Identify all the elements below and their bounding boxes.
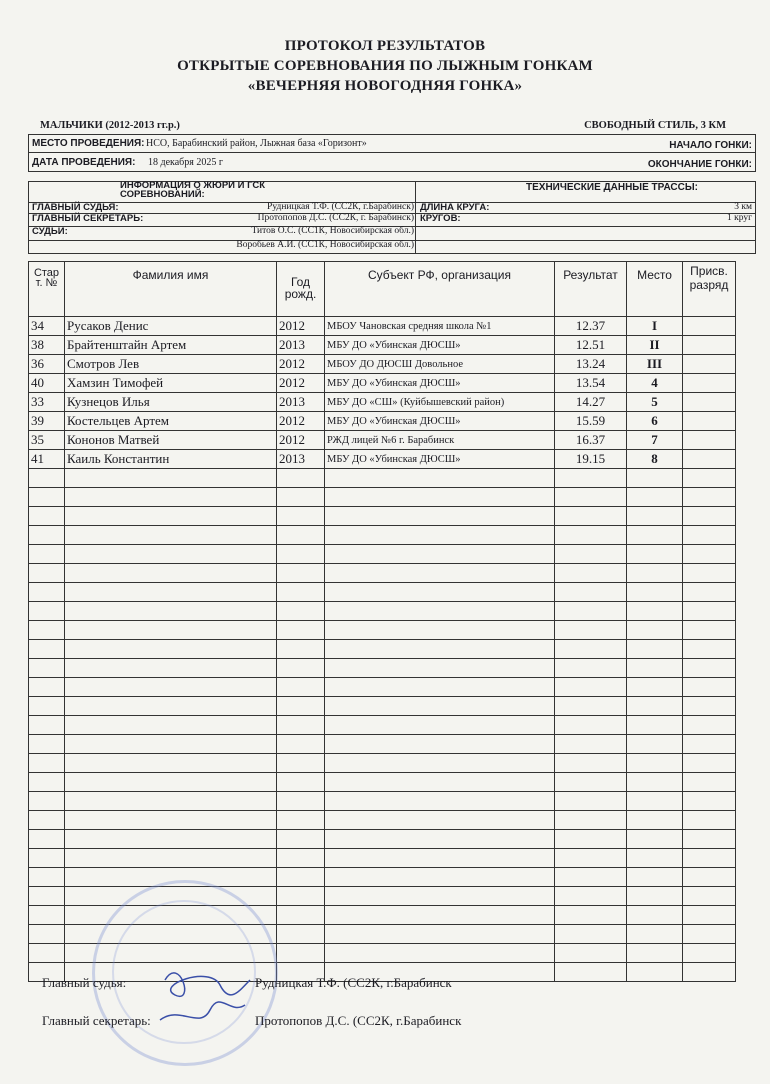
table-row — [29, 393, 736, 412]
header-name: Фамилия имя — [65, 262, 277, 317]
table-row — [29, 355, 736, 374]
cell-place: I — [627, 317, 683, 336]
track-title: ТЕХНИЧЕСКИЕ ДАННЫЕ ТРАССЫ: — [526, 182, 698, 193]
cell-year: 2012 — [277, 355, 325, 374]
cell-result: 13.54 — [555, 374, 627, 393]
cell-name: Смотров Лев — [65, 355, 277, 374]
empty-row — [29, 716, 736, 735]
table-row — [29, 412, 736, 431]
cell-org: РЖД лицей №6 г. Барабинск — [325, 431, 555, 450]
cell-result: 14.27 — [555, 393, 627, 412]
empty-row — [29, 469, 736, 488]
header-start: Стар т. № — [29, 262, 65, 317]
empty-row — [29, 545, 736, 564]
cell-result: 19.15 — [555, 450, 627, 469]
judges-label: СУДЬИ: — [32, 226, 68, 237]
chief-secretary-value: Протопопов Д.С. (СС2К, г. Барабинск) — [257, 213, 414, 223]
empty-row — [29, 811, 736, 830]
cell-year: 2013 — [277, 393, 325, 412]
empty-row — [29, 754, 736, 773]
cell-start: 40 — [29, 374, 65, 393]
title-line-2: ОТКРЫТЫЕ СОРЕВНОВАНИЯ ПО ЛЫЖНЫМ ГОНКАМ — [177, 58, 593, 74]
cell-start: 35 — [29, 431, 65, 450]
judge-2-value: Воробьев А.И. (СС1К, Новосибирская обл.) — [236, 240, 414, 250]
empty-row — [29, 697, 736, 716]
cell-name: Русаков Денис — [65, 317, 277, 336]
lap-length-value: 3 км — [734, 202, 752, 212]
signature-scribble — [150, 950, 260, 1030]
laps-value: 1 круг — [726, 213, 752, 223]
cell-org: МБУ ДО «Убинская ДЮСШ» — [325, 450, 555, 469]
cell-start: 33 — [29, 393, 65, 412]
cell-name: Каиль Константин — [65, 450, 277, 469]
empty-row — [29, 773, 736, 792]
chief-judge-value: Рудницкая Т.Ф. (СС2К, г.Барабинск) — [267, 202, 414, 212]
date-label: ДАТА ПРОВЕДЕНИЯ: — [32, 157, 136, 168]
title-line-3: «ВЕЧЕРНЯЯ НОВОГОДНЯЯ ГОНКА» — [247, 78, 523, 94]
cell-org: МБУ ДО «Убинская ДЮСШ» — [325, 412, 555, 431]
header-rank: Присв. разряд — [683, 262, 736, 317]
date-bar — [28, 153, 756, 172]
header-place: Место — [627, 262, 683, 317]
cell-org: МБУ ДО «Убинская ДЮСШ» — [325, 374, 555, 393]
cell-rank — [683, 336, 736, 355]
empty-row — [29, 849, 736, 868]
cell-result: 13.24 — [555, 355, 627, 374]
header-org: Субъект РФ, организация — [325, 262, 555, 317]
laps-label: КРУГОВ: — [420, 213, 461, 224]
empty-row — [29, 868, 736, 887]
empty-row — [29, 735, 736, 754]
empty-row — [29, 602, 736, 621]
chief-secretary-label: ГЛАВНЫЙ СЕКРЕТАРЬ: — [32, 213, 144, 224]
cell-org: МБОУ Чановская средняя школа №1 — [325, 317, 555, 336]
chief-secretary-sign-label: Главный секретарь: — [42, 1013, 151, 1028]
empty-row — [29, 640, 736, 659]
table-header-row — [29, 262, 736, 317]
cell-year: 2013 — [277, 450, 325, 469]
venue-label: МЕСТО ПРОВЕДЕНИЯ: — [32, 138, 145, 149]
cell-org: МБОУ ДО ДЮСШ Довольное — [325, 355, 555, 374]
cell-place: 5 — [627, 393, 683, 412]
cell-place: 6 — [627, 412, 683, 431]
cell-year: 2012 — [277, 317, 325, 336]
cell-rank — [683, 450, 736, 469]
cell-place: 4 — [627, 374, 683, 393]
cell-rank — [683, 412, 736, 431]
empty-row — [29, 659, 736, 678]
cell-place: 8 — [627, 450, 683, 469]
lap-length-label: ДЛИНА КРУГА: — [420, 202, 490, 213]
cell-name: Брайтенштайн Артем — [65, 336, 277, 355]
title-line-1: ПРОТОКОЛ РЕЗУЛЬТАТОВ — [284, 38, 486, 54]
category-label: МАЛЬЧИКИ (2012-2013 гг.р.) — [40, 120, 180, 131]
cell-year: 2012 — [277, 431, 325, 450]
empty-row — [29, 678, 736, 697]
cell-name: Хамзин Тимофей — [65, 374, 277, 393]
empty-row — [29, 621, 736, 640]
table-row — [29, 374, 736, 393]
empty-row — [29, 507, 736, 526]
start-time-label: НАЧАЛО ГОНКИ: — [669, 140, 752, 151]
end-time-label: ОКОНЧАНИЕ ГОНКИ: — [647, 159, 752, 170]
jury-title: ИНФОРМАЦИЯ О ЖЮРИ И ГСК СОРЕВНОВАНИЙ: — [120, 180, 266, 200]
cell-name: Кононов Матвей — [65, 431, 277, 450]
info-divider — [415, 181, 416, 254]
cell-rank — [683, 431, 736, 450]
cell-name: Костельцев Артем — [65, 412, 277, 431]
results-table — [28, 261, 736, 982]
cell-start: 41 — [29, 450, 65, 469]
cell-start: 34 — [29, 317, 65, 336]
empty-row — [29, 792, 736, 811]
table-row — [29, 450, 736, 469]
header-result: Результат — [555, 262, 627, 317]
judge-1-value: Титов О.С. (СС1К, Новосибирская обл.) — [251, 226, 414, 236]
table-row — [29, 317, 736, 336]
chief-judge-sign-name: Рудницкая Т.Ф. (СС2К, г.Барабинск — [255, 975, 452, 990]
chief-judge-label: ГЛАВНЫЙ СУДЬЯ: — [32, 202, 119, 213]
style-label: СВОБОДНЫЙ СТИЛЬ, 3 КМ — [584, 120, 726, 131]
header-year: Год рожд. — [277, 262, 325, 317]
cell-place: 7 — [627, 431, 683, 450]
cell-name: Кузнецов Илья — [65, 393, 277, 412]
cell-rank — [683, 374, 736, 393]
empty-row — [29, 488, 736, 507]
venue-value: НСО, Барабинский район, Лыжная база «Горизонт» — [146, 138, 367, 149]
chief-judge-sign-label: Главный судья: — [42, 975, 127, 990]
table-row — [29, 336, 736, 355]
cell-rank — [683, 355, 736, 374]
cell-start: 36 — [29, 355, 65, 374]
chief-secretary-sign-name: Протопопов Д.С. (СС2К, г.Барабинск — [255, 1013, 462, 1028]
cell-start: 39 — [29, 412, 65, 431]
cell-org: МБУ ДО «СШ» (Куйбышевский район) — [325, 393, 555, 412]
cell-place: III — [627, 355, 683, 374]
cell-start: 38 — [29, 336, 65, 355]
cell-result: 15.59 — [555, 412, 627, 431]
cell-year: 2013 — [277, 336, 325, 355]
cell-org: МБУ ДО «Убинская ДЮСШ» — [325, 336, 555, 355]
table-row — [29, 431, 736, 450]
cell-result: 12.37 — [555, 317, 627, 336]
date-value: 18 декабря 2025 г — [148, 157, 223, 168]
empty-row — [29, 526, 736, 545]
cell-place: II — [627, 336, 683, 355]
cell-result: 16.37 — [555, 431, 627, 450]
empty-row — [29, 564, 736, 583]
cell-result: 12.51 — [555, 336, 627, 355]
empty-row — [29, 583, 736, 602]
cell-rank — [683, 393, 736, 412]
empty-row — [29, 830, 736, 849]
cell-year: 2012 — [277, 412, 325, 431]
cell-year: 2012 — [277, 374, 325, 393]
cell-rank — [683, 317, 736, 336]
